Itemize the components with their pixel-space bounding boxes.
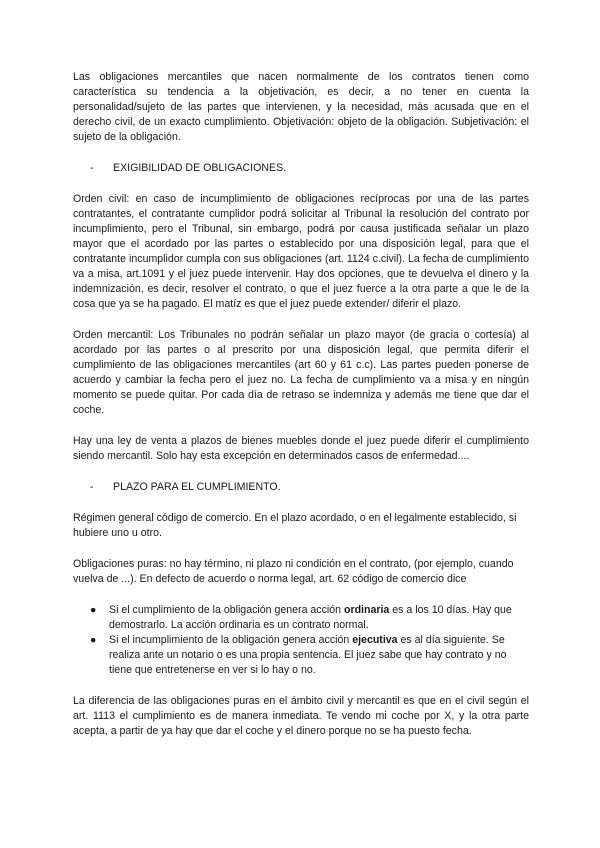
spacer — [73, 464, 529, 480]
heading-text: EXIGIBILIDAD DE OBLIGACIONES. — [113, 162, 287, 174]
dash-marker: - — [90, 481, 94, 493]
list-item — [73, 633, 529, 678]
spacer — [73, 312, 529, 328]
spacer — [73, 678, 529, 694]
bullet-list — [73, 603, 529, 678]
section-heading-plazo — [73, 480, 529, 495]
spacer — [73, 541, 529, 557]
spacer — [73, 587, 529, 603]
spacer — [73, 176, 529, 192]
document-page — [73, 70, 529, 739]
intro-paragraph: Las obligaciones mercantiles que nacen normalmente de los contratos tienen como característica su tendencia a la objetivación, es decir, a no tener en cuenta la personalidad/sujeto de las partes que intervienen, y la necesidad, más acusada que en el derecho civil, de un exacto cumplimiento. Objetivación: objeto de la obligación. Subjetivación: el sujeto de la obligación. — [73, 71, 529, 143]
orden-mercantil-paragraph: Orden mercantil: Los Tribunales no podrán señalar un plazo mayor (de gracia o cortesía) al acordado por las partes o al prescrito por una disposición legal, que permita diferir el cumplimiento de las obligaciones mercantiles (art 60 y 61 c.c). Las partes pueden ponerse de acuerdo y cambiar la fecha pero el juez no. La fecha de cumplimiento va a misa y en ningún momento se puede quitar. Por cada día de retraso se indemniza y además me tiene que dar el coche. — [73, 329, 529, 416]
regimen-general-paragraph: Régimen general código de comercio. En el plazo acordado, o en el legalmente establecido, si hubiere uno u otro. — [73, 512, 517, 539]
dash-marker: - — [90, 162, 94, 174]
bullet-text-after: es al día siguiente. Se realiza ante un notario o es una propia sentencia. El juez sabe que hay contrato y no tiene que entretenerse en ver si lo hay o no. — [109, 634, 507, 676]
orden-civil-paragraph: Orden civil: en caso de incumplimiento de obligaciones recíprocas por una de las partes contratantes, el contratante cumplidor podrá solicitar al Tribunal la resolución del contrato por incumplimiento, pero el Tribunal, sin embargo, podrá por causa justificada señalar un plazo mayor que el acordado por las partes o establecido por una disposición legal, para que el contratante incumplidor cumpla con sus obligaciones (art. 1124 c.civil). La fecha de cumplimiento va a misa, art.1091 y el juez puede intervenir. Hay dos opciones, que te devuelva el dinero y la indemnización, es decir, resolver el contrato, o que el juez fuerce a la otra parte a que le de la cosa que ya se ha pagado. El matíz es que el juez puede extender/ diferir el plazo. — [73, 193, 529, 310]
spacer — [73, 495, 529, 511]
section-heading-exigibilidad — [73, 161, 529, 176]
heading-text: PLAZO PARA EL CUMPLIMIENTO. — [113, 481, 281, 493]
list-item — [73, 603, 529, 633]
bullet-text-before: Si el cumplimiento de la obligación genera acción — [109, 604, 344, 616]
bullet-icon: ● — [90, 604, 97, 616]
ley-venta-plazos-paragraph: Hay una ley de venta a plazos de bienes muebles donde el juez puede diferir el cumplimiento siendo mercantil. Solo hay esta excepción en determinados casos de enfermedad.... — [73, 435, 529, 462]
diferencia-paragraph: La diferencia de las obligaciones puras en el ámbito civil y mercantil es que en el civil según el art. 1113 el cumplimiento es de manera inmediata. Te vendo mi coche por X, y la otra parte acepta, a partir de ya hay que dar el coche y el dinero porque no se ha puesto fecha. — [73, 695, 529, 737]
bullet-text-before: Si el incumplimiento de la obligación genera acción — [109, 634, 353, 646]
bullet-bold-term: ordinaria — [343, 604, 390, 616]
bullet-text-after: es a los 10 días. Hay que demostrarlo. La acción ordinaria es un contrato normal. — [109, 604, 512, 631]
bullet-icon: ● — [90, 634, 97, 646]
obligaciones-puras-paragraph: Obligaciones puras: no hay término, ni plazo ni condición en el contrato, (por ejemplo, cuando vuelva de ...). En defecto de acuerdo o norma legal, art. 62 código de comercio dice — [73, 558, 514, 585]
bullet-bold-term: ejecutiva — [352, 634, 398, 646]
spacer — [73, 145, 529, 161]
spacer — [73, 418, 529, 434]
